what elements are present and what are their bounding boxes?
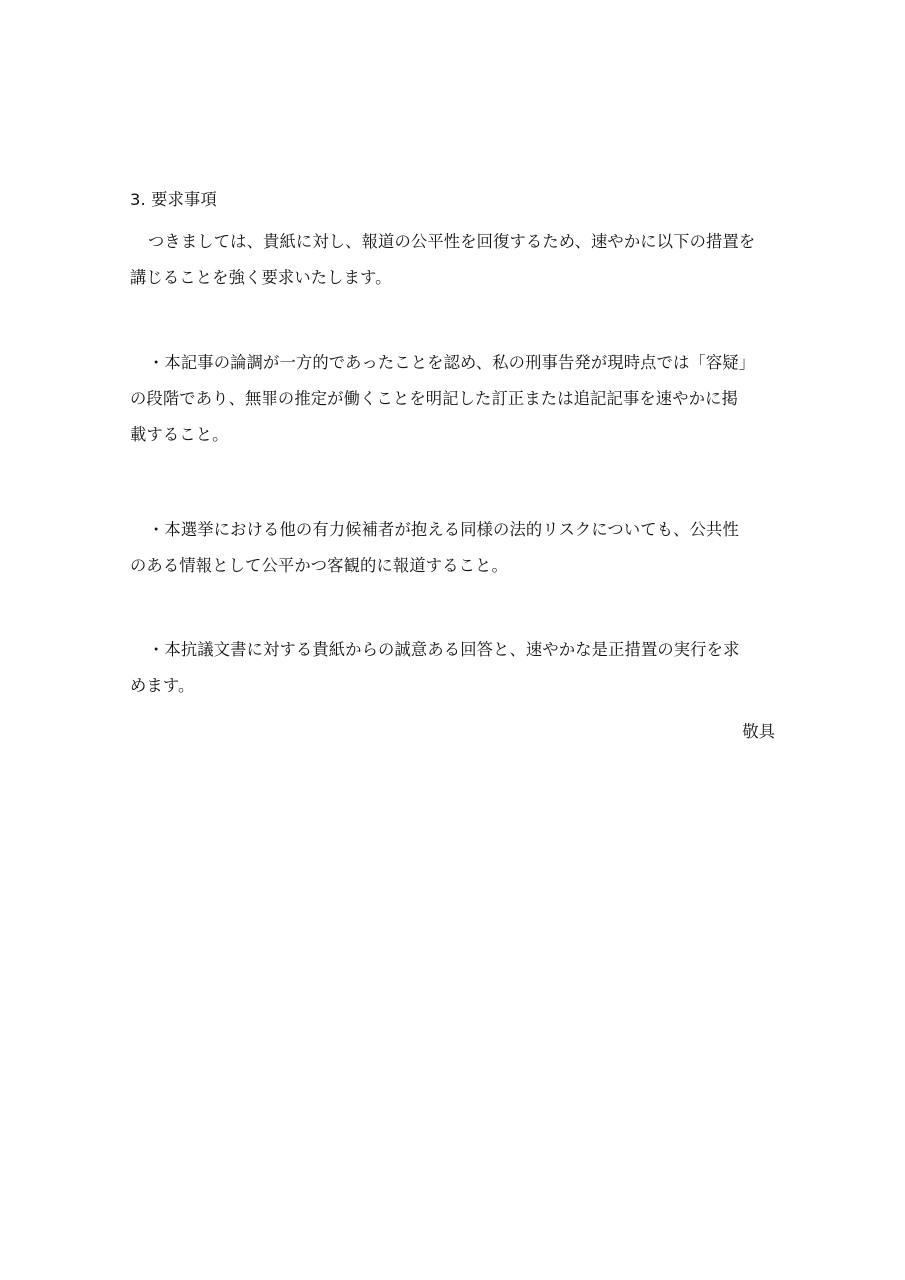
request-line: ・本選挙における他の有力候補者が抱える同様の法的リスクについても、公共性 [148,520,739,539]
intro-line: 講じることを強く要求いたします。 [130,268,392,287]
section-heading-text: 3. 要求事項 [130,190,217,209]
intro-paragraph [130,224,778,296]
request-item-fair-reporting [130,512,778,584]
request-line: ・本記事の論調が一方的であったことを認め、私の刑事告発が現時点では「容疑」 [148,353,756,372]
request-line: めます。 [130,676,195,695]
section-heading [130,182,778,218]
request-line: ・本抗議文書に対する貴紙からの誠意ある回答と、速やかな是正措置の実行を求 [148,640,740,659]
intro-line: つきましては、貴紙に対し、報道の公平性を回復するため、速やかに以下の措置を [148,232,756,251]
request-line: 載すること。 [130,425,229,444]
request-item-correction [130,345,778,453]
request-item-response [130,632,778,704]
request-line: のある情報として公平かつ客観的に報道すること。 [130,556,508,575]
closing-salutation: 敬具 [742,722,775,741]
request-line: の段階であり、無罪の推定が働くことを明記した訂正または追記記事を速やかに掲 [130,389,738,408]
